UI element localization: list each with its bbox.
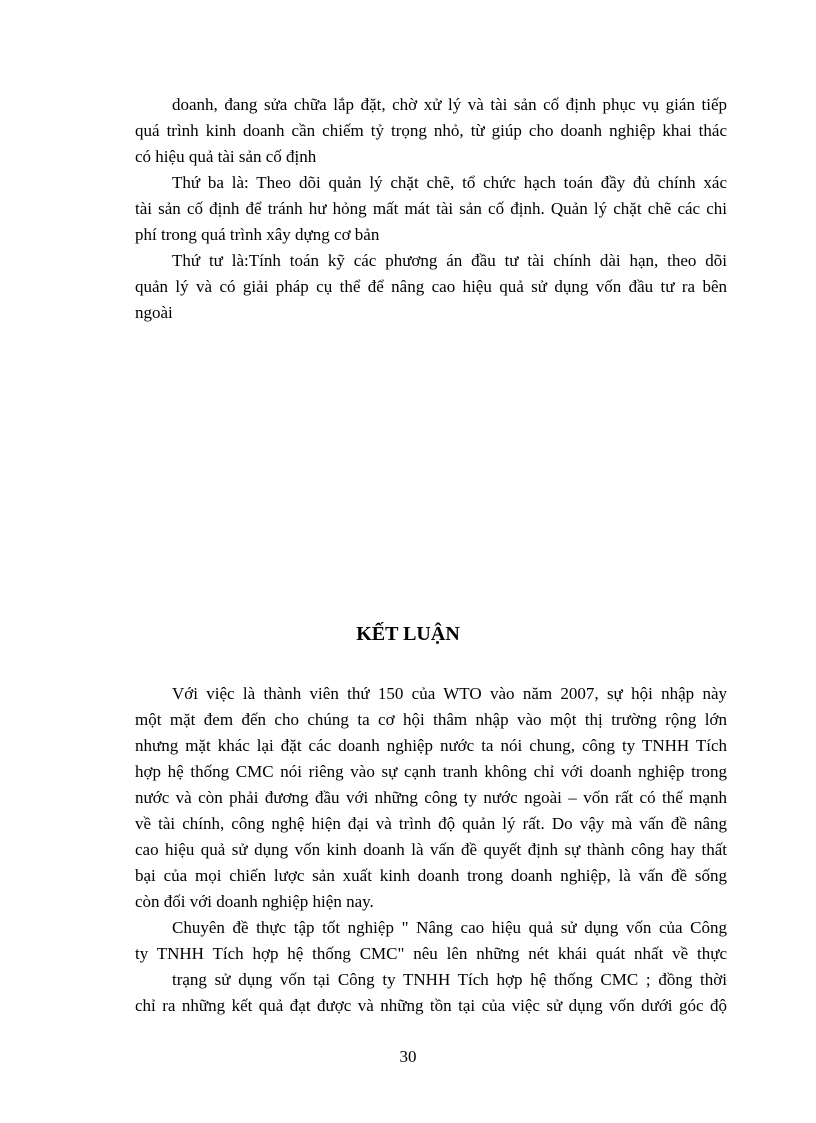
text-line: doanh, đang sửa chữa lắp đặt, chờ xử lý và tài sản cố định phục vụ gián tiếp bbox=[172, 95, 727, 114]
text-line: cao hiệu quả sử dụng vốn kinh doanh là vấn đề quyết định sự thành công hay thất bbox=[135, 840, 727, 859]
text-line: quản lý và có giải pháp cụ thể để nâng cao hiệu quả sử dụng vốn đầu tư ra bên bbox=[135, 277, 727, 296]
text-line: tài sản cố định để tránh hư hỏng mất mát tài sản cố định. Quản lý chặt chẽ các chi bbox=[135, 199, 727, 218]
text-line: nhưng mặt khác lại đặt các doanh nghiệp nước ta nói chung, công ty TNHH Tích bbox=[135, 736, 727, 755]
text-line: hợp hệ thống CMC nói riêng vào sự cạnh tranh không chỉ với doanh nghiệp trong bbox=[135, 762, 727, 781]
text-line: ngoài bbox=[135, 303, 173, 322]
conclusion-heading: KẾT LUẬN bbox=[356, 623, 460, 645]
text-line: một mặt đem đến cho chúng ta cơ hội thâm nhập vào một thị trường rộng lớn bbox=[135, 710, 727, 729]
text-line: ty TNHH Tích hợp hệ thống CMC" nêu lên những nét khái quát nhất về thực bbox=[135, 944, 727, 963]
text-line: Thứ tư là:Tính toán kỹ các phương án đầu tư tài chính dài hạn, theo dõi bbox=[172, 251, 727, 270]
text-line: chỉ ra những kết quả đạt được và những tồn tại của việc sử dụng vốn dưới góc độ bbox=[135, 996, 727, 1015]
text-line: bại của mọi chiến lược sản xuất kinh doanh trong doanh nghiệp, là vấn đề sống bbox=[135, 866, 727, 885]
page-number: 30 bbox=[399, 1047, 417, 1066]
text-line: có hiệu quả tài sản cố định bbox=[135, 147, 317, 166]
text-line: Chuyên đề thực tập tốt nghiệp " Nâng cao hiệu quả sử dụng vốn của Công bbox=[172, 918, 727, 937]
text-line: nước và còn phải đương đầu với những công ty nước ngoài – vốn rất có thế mạnh bbox=[135, 788, 727, 807]
text-line: còn đối với doanh nghiệp hiện nay. bbox=[135, 892, 374, 911]
text-line: phí trong quá trình xây dựng cơ bản bbox=[135, 225, 380, 244]
text-line: về tài chính, công nghệ hiện đại và trình độ quản lý rất. Do vậy mà vấn đề nâng bbox=[135, 814, 727, 833]
text-line: Với việc là thành viên thứ 150 của WTO vào năm 2007, sự hội nhập này bbox=[172, 684, 727, 703]
text-line: Thứ ba là: Theo dõi quản lý chặt chẽ, tổ chức hạch toán đầy đủ chính xác bbox=[172, 173, 727, 192]
text-line: quá trình kinh doanh cần chiếm tỷ trọng nhỏ, từ giúp cho doanh nghiệp khai thác bbox=[135, 121, 727, 140]
text-line: trạng sử dụng vốn tại Công ty TNHH Tích hợp hệ thống CMC ; đồng thời bbox=[172, 970, 727, 989]
